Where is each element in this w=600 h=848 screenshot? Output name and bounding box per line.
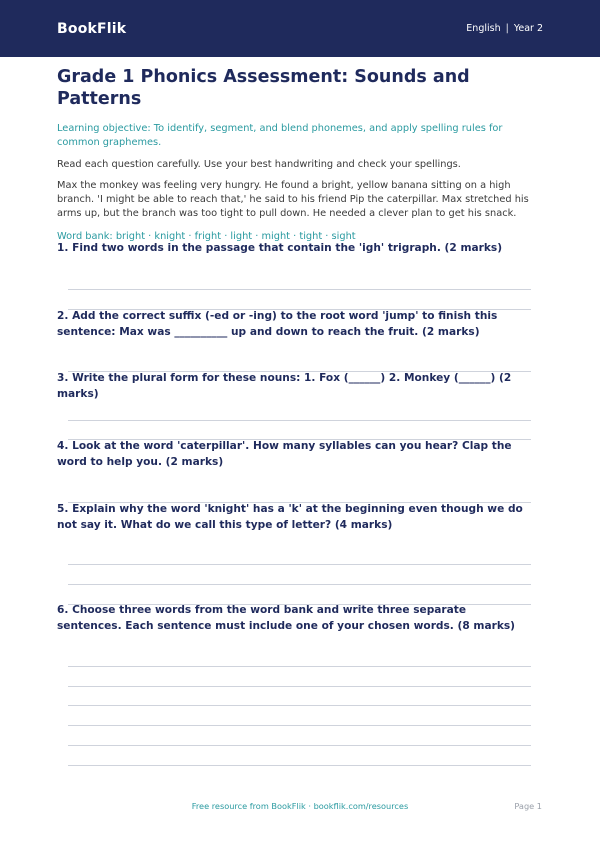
- year-label: Year 2: [513, 23, 543, 34]
- answer-line[interactable]: [68, 564, 531, 565]
- question-6: 6. Choose three words from the word bank and write three separate sentences. Each sentence must include one of your chosen words. (8 marks): [57, 604, 516, 632]
- question-3: 3. Write the plural form for these nouns: 1. Fox (______) 2. Monkey (______) (2 marks): [57, 372, 512, 400]
- question-1: 1. Find two words in the passage that contain the 'igh' trigraph. (2 marks): [57, 242, 503, 254]
- meta-separator: |: [505, 23, 509, 34]
- subject-label: English: [466, 23, 501, 34]
- header-meta: [466, 23, 543, 34]
- worksheet-intro: [57, 66, 531, 243]
- question-4: 4. Look at the word 'caterpillar'. How many syllables can you hear? Clap the word to help you. (2 marks): [57, 440, 512, 468]
- reading-passage: Max the monkey was feeling very hungry. He found a bright, yellow banana sitting on a high branch. 'I might be able to reach that,' he said to his friend Pip the caterpillar. Max stretched his arms up, but the branch was too tight to pull down. He needed a clever plan to get his snack.: [57, 179, 529, 219]
- brand-logo[interactable]: BookFlik: [57, 20, 127, 37]
- answer-line[interactable]: [68, 584, 531, 585]
- page-number: Page 1: [514, 801, 542, 811]
- answer-line[interactable]: [68, 745, 531, 746]
- answer-line[interactable]: [68, 686, 531, 687]
- answer-line[interactable]: [68, 666, 531, 667]
- top-bar: [0, 0, 600, 57]
- page-title: Grade 1 Phonics Assessment: Sounds and Patterns: [57, 67, 470, 109]
- page-footer: [0, 801, 600, 815]
- answer-line[interactable]: [68, 725, 531, 726]
- answer-line[interactable]: [68, 765, 531, 766]
- instructions: Read each question carefully. Use your best handwriting and check your spellings.: [57, 159, 461, 170]
- resource-link[interactable]: Free resource from BookFlik · bookflik.com/resources: [191, 801, 409, 811]
- answer-line[interactable]: [68, 705, 531, 706]
- answer-line[interactable]: [68, 289, 531, 290]
- word-bank: Word bank: bright · knight · fright · light · might · tight · sight: [57, 230, 356, 242]
- answer-line[interactable]: [68, 420, 531, 421]
- question-2: 2. Add the correct suffix (-ed or -ing) to the root word 'jump' to finish this sentence: Max was __________ up and down to reach the fruit. (2 marks): [57, 310, 498, 338]
- learning-objective: Learning objective: To identify, segment, and blend phonemes, and apply spelling rules for common graphemes.: [57, 123, 503, 148]
- question-5: 5. Explain why the word 'knight' has a 'k' at the beginning even though we do not say it. What do we call this type of letter? (4 marks): [57, 503, 523, 531]
